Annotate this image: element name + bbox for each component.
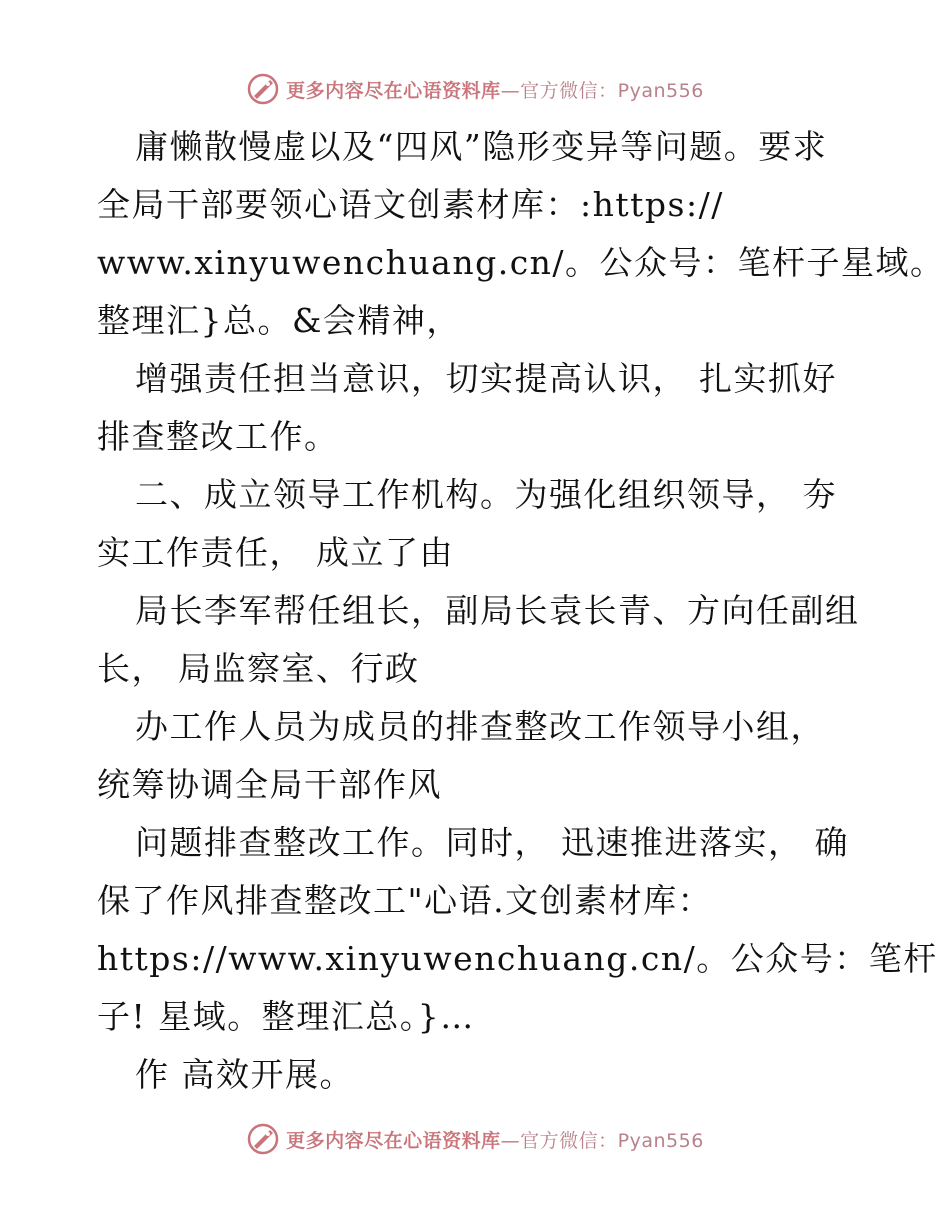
text-line: 长， 局监察室、行政	[97, 649, 420, 688]
text-line: 全局干部要领心语文创素材库：:https://	[97, 185, 724, 224]
banner-text	[286, 1126, 704, 1153]
banner-wechat: 官方微信：Pyan556	[520, 79, 704, 102]
banner-dash: —	[500, 1129, 521, 1152]
banner-dash: —	[500, 79, 521, 102]
banner-wechat: 官方微信：Pyan556	[520, 1129, 704, 1152]
text-line: 整理汇}总。&会精神，	[97, 301, 461, 340]
banner-lead: 更多内容尽在心语资料库	[286, 79, 501, 102]
text-line: 排查整改工作。	[97, 417, 339, 456]
pen-logo-icon	[246, 72, 280, 106]
header-banner	[0, 72, 950, 106]
pen-logo-icon	[246, 1122, 280, 1156]
footer-banner	[0, 1122, 950, 1156]
text-line: https://www.xinyuwenchuang.cn/。公众号：笔杆	[97, 939, 938, 978]
text-line: 子! 星域。整理汇总。}…	[97, 997, 475, 1036]
banner-lead: 更多内容尽在心语资料库	[286, 1129, 501, 1152]
text-line: 作 高效开展。	[135, 1055, 354, 1094]
text-line: 增强责任担当意识，切实提高认识， 扎实抓好	[135, 359, 837, 398]
banner-text	[286, 76, 704, 103]
text-line: 庸懒散慢虚以及“四风”隐形变异等问题。要求	[135, 127, 828, 166]
text-line: 局长李军帮任组长，副局长袁长青、方向任副组	[135, 591, 860, 630]
text-line: 统筹协调全局干部作风	[97, 765, 442, 804]
document-body	[97, 118, 945, 1104]
text-line: 实工作责任， 成立了由	[97, 533, 454, 572]
text-line: 办工作人员为成员的排查整改工作领导小组，	[135, 707, 825, 746]
text-line: 二、成立领导工作机构。为强化组织领导， 夯	[135, 475, 837, 514]
text-line: www.xinyuwenchuang.cn/。公众号：笔杆子星域。	[97, 243, 945, 282]
text-line: 保了作风排查整改工"心语.文创素材库：	[97, 881, 713, 920]
text-line: 问题排查整改工作。同时， 迅速推进落实， 确	[135, 823, 849, 862]
